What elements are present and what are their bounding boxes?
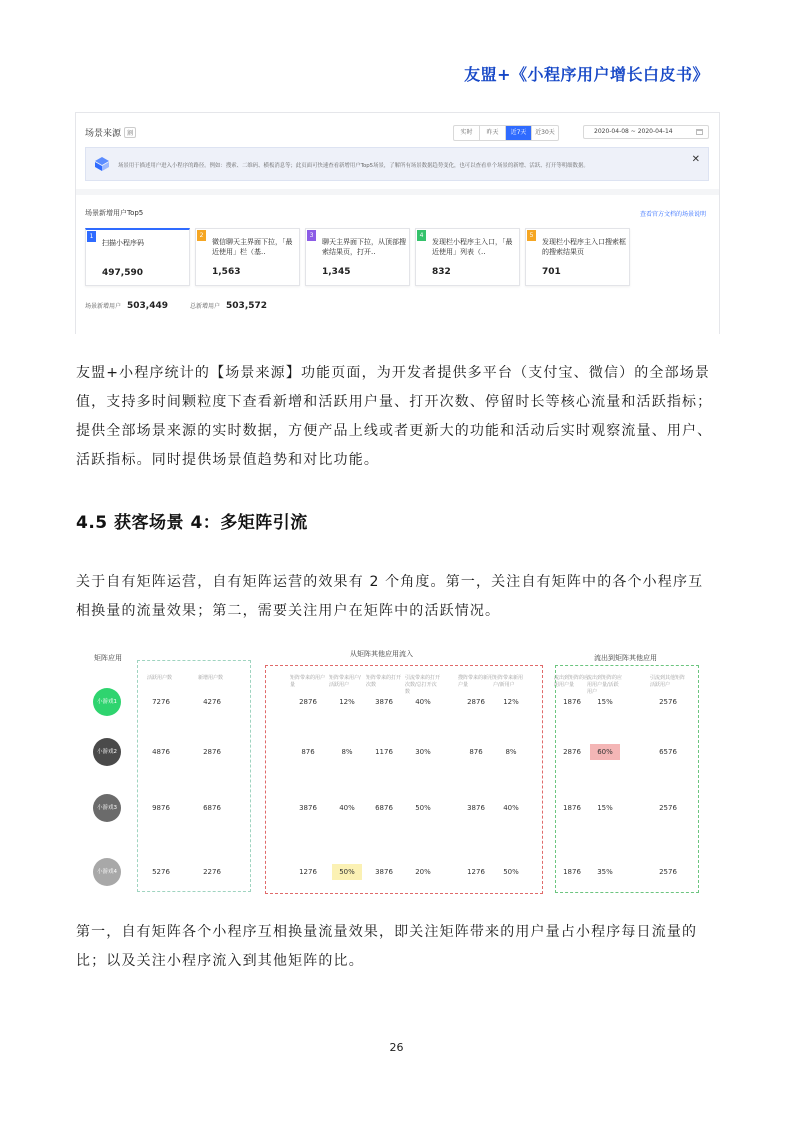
table-cell: 15% [597, 804, 613, 812]
table-cell: 5276 [152, 868, 170, 876]
time-range-tabs [453, 125, 559, 141]
table-cell: 2876 [563, 748, 581, 756]
rank-badge: 5 [527, 230, 536, 241]
tab-realtime[interactable]: 实时 [454, 126, 480, 140]
table-cell: 1876 [563, 698, 581, 706]
scene-card-2[interactable] [195, 228, 300, 286]
table-cell: 6876 [375, 804, 393, 812]
table-cell: 6576 [659, 748, 677, 756]
column-header: 搜阵带来的新用户量 [458, 675, 494, 688]
table-cell: 876 [301, 748, 315, 756]
dashboard-toolbar [76, 113, 719, 189]
rank-badge: 1 [87, 231, 96, 242]
scene-label: 发现栏小程序主入口，「最近使用」列表（.. [432, 238, 513, 256]
table-cell: 2576 [659, 868, 677, 876]
table-cell: 1276 [299, 868, 317, 876]
table-cell: 35% [597, 868, 613, 876]
tab-yesterday[interactable]: 昨天 [480, 126, 506, 140]
section-heading: 4.5 获客场景 4：多矩阵引流 [76, 513, 308, 533]
table-cell: 2576 [659, 804, 677, 812]
table-cell: 30% [415, 748, 431, 756]
close-icon[interactable]: ✕ [691, 154, 700, 165]
scene-cards [85, 228, 630, 286]
table-cell: 3876 [467, 804, 485, 812]
matrix-apps-label: 矩阵应用 [94, 654, 122, 662]
column-header: 矩阵带来新用户/新用户 [493, 675, 524, 688]
column-header: 矩阵带来的打开次数 [366, 675, 402, 688]
table-cell: 3876 [375, 868, 393, 876]
table-cell: 50% [332, 864, 362, 880]
dashboard-title [85, 126, 136, 139]
scene-card-1[interactable] [85, 228, 190, 286]
column-header: 引流到其他矩阵活跃用户 [650, 675, 686, 688]
table-cell: 40% [415, 698, 431, 706]
docs-link[interactable]: 查看官方文档的场景说明 [639, 211, 706, 218]
rank-badge: 3 [307, 230, 316, 241]
page-number: 26 [389, 1041, 404, 1054]
table-cell: 1276 [467, 868, 485, 876]
column-header: 活跃用户数 [147, 675, 173, 681]
table-cell: 4276 [203, 698, 221, 706]
scene-new-users-label: 场景新增用户 [85, 303, 122, 310]
rank-badge: 4 [417, 230, 426, 241]
notice-text: 场景用于描述用户进入小程序的路径。例如：搜索、二维码、横板消息等；此页面可快速查看新增用户Top5场景，了解所有场景数据趋势变化，也可以查看单个场景的新增、活跃、打开等明细数据。 [118, 163, 589, 169]
scene-card-5[interactable] [525, 228, 630, 286]
app-avatar: 小游戏4 [93, 858, 121, 886]
paragraph-scene-source: 友盟+小程序统计的【场景来源】功能页面，为开发者提供多平台（支付宝、微信）的全部场景值，支持多时间颗粒度下查看新增和活跃用户量、打开次数、停留时长等核心流量和活跃指标；提供全部场景来源的实时数据，方便产品上线或者更新大的功能和活动后实时观察流量、用户、活跃指标。同时提供场景值趋势和对比功能。 [76, 365, 713, 468]
table-cell: 2876 [467, 698, 485, 706]
table-cell: 12% [339, 698, 355, 706]
app-avatar: 小游戏2 [93, 738, 121, 766]
table-cell: 40% [503, 804, 519, 812]
scene-label: 扫描小程序码 [102, 239, 144, 247]
scene-label: 聊天主界面下拉，从顶部搜索结果页，打开.. [322, 238, 406, 256]
column-header: 矩阵带来的用户量 [290, 675, 326, 688]
table-cell: 40% [339, 804, 355, 812]
scene-card-4[interactable] [415, 228, 520, 286]
totals-row [85, 301, 283, 311]
tab-last-30-days[interactable]: 近30天 [535, 129, 555, 136]
table-cell: 6876 [203, 804, 221, 812]
calendar-icon [696, 129, 703, 135]
table-cell: 1876 [563, 804, 581, 812]
column-header: 流出到矩阵的应用用户量/活跃用户 [587, 675, 623, 695]
scene-value: 701 [542, 267, 561, 277]
column-header: 新增用户数 [198, 675, 224, 681]
document-header-title: 友盟+《小程序用户增长白皮书》 [464, 65, 709, 84]
app-avatar: 小游戏1 [93, 688, 121, 716]
table-cell: 3876 [375, 698, 393, 706]
column-header: 引流带来的打开次数/总打开次数 [405, 675, 441, 695]
table-cell: 15% [597, 698, 613, 706]
table-cell: 9876 [152, 804, 170, 812]
table-cell: 8% [505, 748, 517, 756]
inflow-label: 从矩阵其他应用流入 [350, 650, 413, 658]
table-cell: 2876 [203, 748, 221, 756]
tab-last-7-days[interactable]: 近7天 [506, 126, 532, 140]
table-cell: 50% [415, 804, 431, 812]
column-header: 矩阵带来用户/活跃用户 [329, 675, 361, 688]
table-cell: 12% [503, 698, 519, 706]
table-cell: 60% [590, 744, 620, 760]
title-badge: 割 [124, 127, 136, 138]
panel-title: 场景新增用户Top5 [85, 209, 144, 217]
column-header: 流出到矩阵的应用用户量 [554, 675, 590, 688]
scene-value: 832 [432, 267, 451, 277]
dashboard-title-text: 场景来源 [85, 129, 122, 139]
scene-label: 发现栏小程序主入口搜索框的搜索结果页 [542, 238, 626, 256]
table-cell: 4876 [152, 748, 170, 756]
table-cell: 1876 [563, 868, 581, 876]
table-cell: 8% [341, 748, 353, 756]
paragraph-matrix-first: 第一，自有矩阵各个小程序互相换量流量效果，即关注矩阵带来的用户量占小程序每日流量的比；以及关注小程序流入到其他矩阵的比。 [76, 924, 698, 969]
scene-value: 1,563 [212, 267, 241, 277]
cube-icon [94, 156, 110, 172]
table-cell: 20% [415, 868, 431, 876]
table-cell: 2576 [659, 698, 677, 706]
scene-value: 1,345 [322, 267, 351, 277]
scene-source-screenshot [75, 112, 720, 334]
date-range-text: 2020-04-08 ~ 2020-04-14 [594, 128, 673, 135]
app-avatar: 小游戏3 [93, 794, 121, 822]
table-cell: 876 [469, 748, 483, 756]
table-cell: 7276 [152, 698, 170, 706]
table-cell: 50% [503, 868, 519, 876]
rank-badge: 2 [197, 230, 206, 241]
table-cell: 1176 [375, 748, 393, 756]
table-cell: 3876 [299, 804, 317, 812]
outflow-label: 流出到矩阵其他应用 [594, 654, 657, 662]
table-cell: 2276 [203, 868, 221, 876]
total-new-users-value: 503,572 [226, 301, 268, 311]
date-range-picker[interactable] [583, 125, 709, 139]
top5-panel [76, 195, 719, 334]
info-notice [85, 147, 709, 181]
scene-card-3[interactable] [305, 228, 410, 286]
scene-value: 497,590 [102, 268, 143, 278]
scene-label: 微信聊天主界面下拉，「最近使用」栏（基.. [212, 238, 293, 256]
paragraph-matrix-intro: 关于自有矩阵运营，自有矩阵运营的效果有 2 个角度。第一，关注自有矩阵中的各个小程序互相换量的流量效果；第二，需要关注用户在矩阵中的活跃情况。 [76, 574, 704, 619]
table-cell: 2876 [299, 698, 317, 706]
scene-new-users-value: 503,449 [127, 301, 169, 311]
total-new-users-label: 总新增用户 [190, 303, 221, 310]
